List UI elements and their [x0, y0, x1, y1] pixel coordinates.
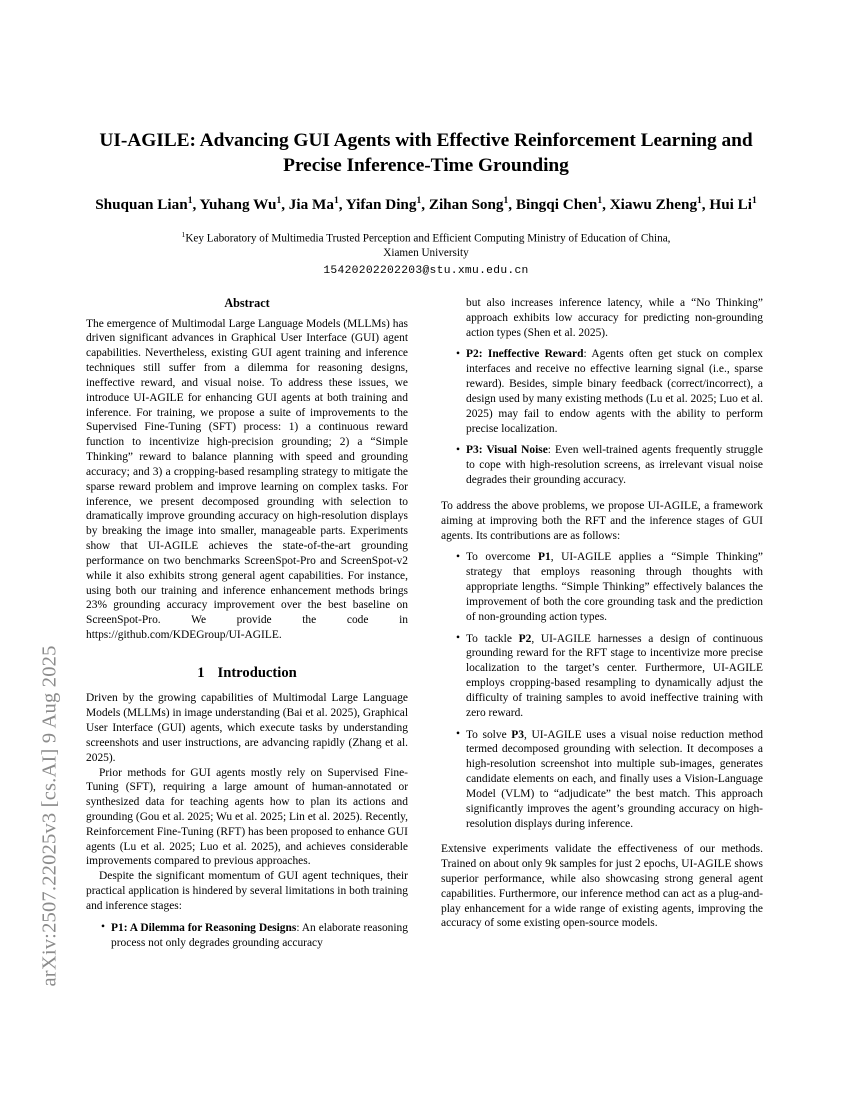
right-column	[441, 296, 763, 931]
problem-list-continued	[441, 347, 763, 487]
contribution-problem-ref: P2	[518, 632, 532, 645]
author-affiliation-marker: 1	[503, 196, 509, 207]
problem-p1-continued	[441, 296, 763, 340]
affiliation-line-2: Xiamen University	[383, 247, 469, 260]
contribution-problem-ref: P1	[538, 551, 551, 564]
problem-text: : An elaborate reasoning process not only degrades grounding accuracy	[111, 921, 408, 949]
affiliation-line-1: Key Laboratory of Multimedia Trusted Perception and Efficient Computing Ministry of Education of China,	[185, 232, 671, 245]
left-column	[86, 296, 408, 950]
contribution-problem-ref: P3	[511, 728, 524, 741]
author-name: Jia Ma	[288, 196, 334, 214]
problem-label: P3: Visual Noise	[466, 444, 548, 457]
paper-masthead	[85, 128, 767, 277]
problem-text-continued: but also increases inference latency, while a “No Thinking” approach exhibits low accuracy for predicting non-grounding action types (Shen et al. 2025).	[466, 297, 763, 339]
contribution-text: , UI-AGILE harnesses a design of continuous grounding reward for the RFT stage to incentivize more precise localization to the target’s center. Furthermore, UI-AGILE employs cropping-based resampling to dynamically adjust the difficulty of training samples to avoid ineffective training with zero reward.	[466, 632, 763, 719]
contribution-list	[441, 550, 763, 831]
paper-title-line-1: UI-AGILE: Advancing GUI Agents with Effective Reinforcement Learning and	[99, 130, 753, 151]
contribution-prefix: To solve	[466, 728, 512, 741]
author-name: Zihan Song	[428, 196, 504, 214]
author-name: Xiawu Zheng	[609, 196, 698, 214]
intro-paragraph-5: Extensive experiments validate the effectiveness of our methods. Trained on about only 9k samples for just 2 epochs, UI-AGILE shows superior performance, while also showcasing strong general agent capabilities. Furthermore, our inference method can act as a plug-and-play enhancement for a wide range of existing agents, improving the accuracy of some existing open-source models.	[441, 843, 763, 930]
contribution-item	[456, 728, 763, 832]
author-affiliation-marker: 1	[187, 196, 193, 207]
author-name: Yuhang Wu	[199, 196, 277, 214]
author-affiliation-marker: 1	[333, 196, 339, 207]
intro-paragraph-1: Driven by the growing capabilities of Multimodal Large Language Models (MLLMs) in image understanding (Bai et al. 2025), Graphical User Interface (GUI) agents, which execute tasks by understanding screenshots and user instructions, are advancing rapidly (Zhang et al. 2025).	[86, 692, 408, 764]
author-list: Shuquan Lian$^1$, Yuhang Wu$^1$, Jia Ma$^1$, Yifan Ding$^1$, Zihan Song$^1$, Bingqi Chen$^1$, Xiawu Zheng$^1$, Hui Li$^1$	[95, 196, 757, 214]
contribution-prefix: To tackle	[466, 632, 519, 645]
problem-text: : Agents often get stuck on complex interfaces and receive no effective learning signal (i.e., sparse reward). Besides, simple binary feedback (correct/incorrect), a design used by many existing methods (Lu et al. 2025; Luo et al. 2025) may fail to endow agents with the ability to perform precise localization.	[466, 348, 763, 435]
affiliation-block	[85, 230, 767, 261]
author-affiliation-marker: 1	[697, 196, 702, 207]
problem-text: : Even well-trained agents frequently struggle to cope with high-resolution screens, as irrelevant visual noise degrades their grounding accuracy.	[466, 444, 763, 487]
abstract-heading: Abstract	[224, 296, 270, 310]
author-affiliation-marker: 1	[276, 196, 282, 207]
contribution-item	[456, 632, 763, 721]
abstract-body: The emergence of Multimodal Large Language Models (MLLMs) has driven significant advances in Graphical User Interface (GUI) agent capabilities. Nevertheless, existing GUI agent training and inference techniques still suffer from a dilemma for reasoning designs, ineffective reward, and visual noise. To address these issues, we introduce UI-AGILE for enhancing GUI agents at both training and inference. For training, we propose a suite of improvements to the Supervised Fine-Tuning (SFT) process: 1) a continuous reward function to incentivize high-precision grounding; 2) a “Simple Thinking” reward to balance planning with speed and grounding accuracy; and 3) a cropping-based resampling strategy to mitigate the sparse reward problem and improve learning on complex tasks. For inference, we present decomposed grounding with selection to dramatically improve grounding accuracy on high-resolution displays by breaking the image into smaller, manageable parts. Experiments show that UI-AGILE achieves the state-of-the-art grounding performance on two benchmarks ScreenSpot-Pro and ScreenSpot-v2 while it also exhibits strong general agent capabilities. For instance, using both our training and inference enhancement methods brings 23% grounding accuracy improvement over the best baseline on ScreenSpot-Pro. We provide the code in https://github.com/KDEGroup/UI-AGILE.	[86, 317, 408, 642]
author-affiliation-marker: 1	[416, 196, 422, 207]
problem-list	[86, 921, 408, 951]
affiliation-marker: 1	[181, 229, 186, 239]
author-name: Hui Li	[709, 196, 753, 214]
problem-item	[456, 443, 763, 487]
intro-paragraph-2: Prior methods for GUI agents mostly rely on Supervised Fine-Tuning (SFT), requiring a large amount of human-annotated or synthesized data for teaching agents how to plan its actions and grounding (Gou et al. 2025; Wu et al. 2025; Lin et al. 2025). Recently, Reinforcement Fine-Tuning (RFT) has been proposed to enhance GUI agents (Lu et al. 2025; Luo et al. 2025), and achieves considerable improvements compared to previous approaches.	[86, 766, 408, 868]
arxiv-stamp-text: arXiv:2507.22025v3 [cs.AI] 9 Aug 2025	[38, 645, 61, 987]
problem-item	[101, 921, 408, 951]
contact-email: 15420202202203@stu.xmu.edu.cn	[323, 265, 529, 278]
author-affiliation-marker: 1	[597, 196, 603, 207]
contribution-prefix: To overcome	[466, 551, 538, 564]
author-name: Yifan Ding	[345, 196, 417, 214]
contribution-text: , UI-AGILE applies a “Simple Thinking” strategy that employs reasoning through thoughts with appropriate lengths. “Simple Thinking” effectively balances the improvement of both the core grounding task and the prediction of non-grounding action types.	[466, 551, 763, 623]
author-affiliation-marker: 1	[752, 196, 757, 207]
introduction-heading-number: 1	[197, 664, 205, 681]
intro-paragraph-3: Despite the significant momentum of GUI agent techniques, their practical application is hindered by several limitations in both training and inference stages:	[86, 870, 408, 912]
paper-title-line-2: Precise Inference-Time Grounding	[283, 155, 569, 177]
problem-label: P1: A Dilemma for Reasoning Designs	[111, 921, 297, 934]
contribution-text: , UI-AGILE uses a visual noise reduction method termed decomposed grounding with selection. It decomposes a high-resolution screenshot into multiple sub-images, generates candidate elements on each, and finally uses a Vision-Language Model (VLM) to “adjudicate” the best match. This approach significantly improves the agent’s grounding accuracy on high-resolution displays during inference.	[466, 728, 763, 830]
author-name: Bingqi Chen	[515, 196, 598, 214]
page-title	[85, 128, 767, 178]
problem-label: P2: Ineffective Reward	[466, 348, 584, 361]
intro-paragraph-4: To address the above problems, we propose UI-AGILE, a framework aiming at improving both the RFT and the inference stages of GUI agents. Its contributions are as follows:	[441, 499, 763, 542]
contribution-item	[456, 550, 763, 624]
author-name: Shuquan Lian	[95, 196, 188, 214]
introduction-heading	[86, 665, 408, 683]
problem-item	[456, 347, 763, 436]
introduction-heading-text: Introduction	[217, 664, 297, 681]
